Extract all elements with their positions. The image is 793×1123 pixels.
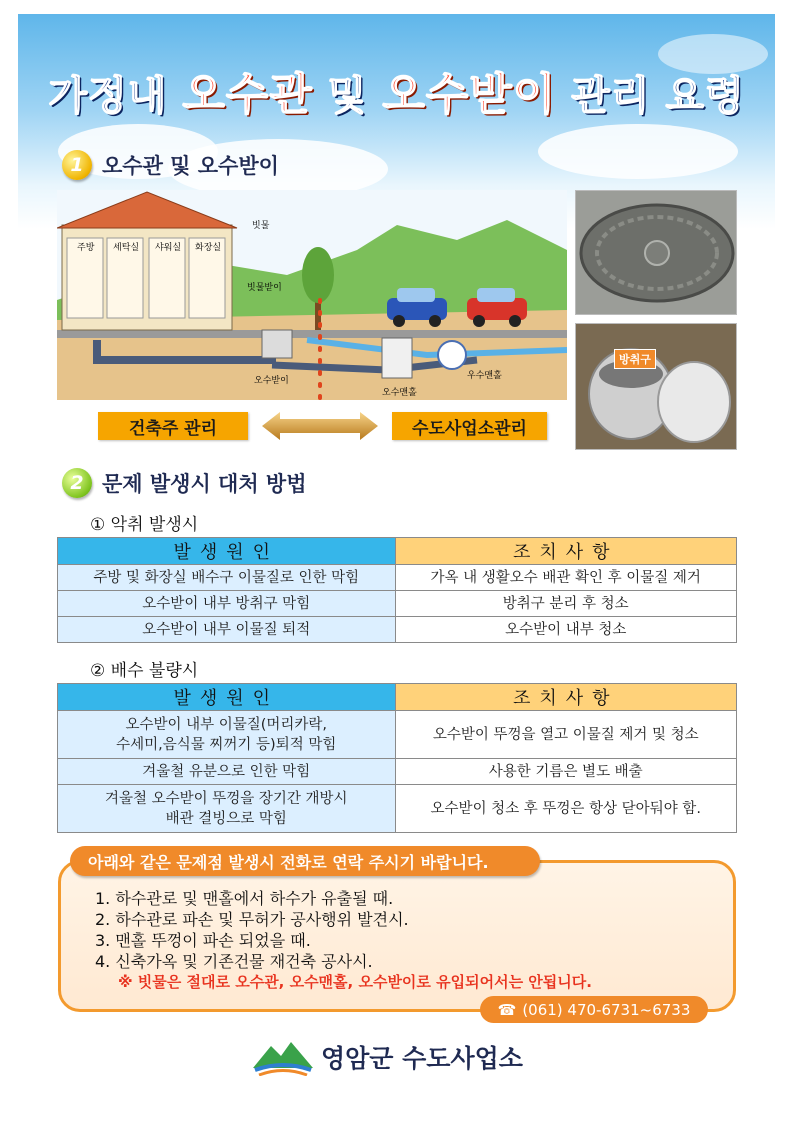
page-title — [0, 58, 793, 122]
action-cell: 방취구 분리 후 청소 — [395, 591, 737, 617]
title-highlight: 오수받이 — [382, 69, 557, 120]
drainage-table — [57, 683, 737, 833]
notice-list — [95, 888, 409, 972]
utility-management-label: 수도사업소관리 — [392, 412, 547, 440]
action-cell: 오수받이 청소 후 뚜껑은 항상 닫아둬야 함. — [395, 785, 737, 833]
action-cell: 오수받이 뚜껑을 열고 이물질 제거 및 청소 — [395, 711, 737, 759]
section-1-header — [62, 150, 279, 180]
cause-cell: 겨울철 유분으로 인한 막힘 — [58, 759, 396, 785]
table-row — [58, 759, 737, 785]
action-cell: 사용한 기름은 별도 배출 — [395, 759, 737, 785]
table-row — [58, 565, 737, 591]
owner-management-label: 건축주 관리 — [98, 412, 248, 440]
odor-trap-photo — [575, 323, 737, 450]
organization-name: 영암군 수도사업소 — [321, 1044, 523, 1073]
manhole-cover-photo — [575, 190, 737, 315]
action-cell: 가옥 내 생활오수 배관 확인 후 이물질 제거 — [395, 565, 737, 591]
cause-cell: 오수받이 내부 방취구 막힘 — [58, 591, 396, 617]
rainwater-warning: ※ 빗물은 절대로 오수관, 오수맨홀, 오수받이로 유입되어서는 안됩니다. — [118, 973, 592, 991]
list-item: 3. 맨홀 뚜껑이 파손 되었을 때. — [95, 931, 311, 950]
cause-line: 겨울철 오수받이 뚜껑을 장기간 개방시 — [104, 790, 348, 807]
list-item: 4. 신축가옥 및 기존건물 재건축 공사시. — [95, 952, 373, 971]
table-row — [58, 617, 737, 643]
table2-heading: ② 배수 불량시 — [90, 661, 199, 681]
rain-label: 빗물 — [252, 221, 270, 231]
section-title: 문제 발생시 대처 방법 — [102, 472, 307, 496]
section-number-badge: 2 — [62, 468, 92, 498]
room-label: 세탁실 — [113, 243, 140, 253]
double-arrow-icon — [262, 412, 378, 440]
phone-number: (061) 470-6731~6733 — [522, 1000, 691, 1019]
cause-line: 수세미,음식물 찌꺼기 등)퇴적 막힘 — [116, 736, 337, 753]
title-part: 및 — [312, 73, 383, 119]
rain-box-label: 빗물받이 — [247, 283, 282, 293]
room-label: 주방 — [77, 243, 95, 253]
cause-header: 발생원인 — [58, 538, 396, 565]
section-number-badge: 1 — [62, 150, 92, 180]
title-part: 가정내 — [48, 73, 183, 119]
room-label: 샤워실 — [155, 243, 182, 253]
table-row — [58, 785, 737, 833]
odor-table — [57, 537, 737, 643]
odor-trap-label: 방취구 — [614, 349, 656, 369]
cause-cell — [58, 785, 396, 833]
cause-header: 발생원인 — [58, 684, 396, 711]
cloud — [538, 124, 738, 179]
cause-line: 배관 결빙으로 막힘 — [165, 810, 287, 827]
table-row — [58, 591, 737, 617]
sewage-box-label: 오수받이 — [254, 376, 289, 386]
sewage-manhole-label: 오수맨홀 — [382, 388, 417, 398]
cause-cell — [58, 711, 396, 759]
section-title: 오수관 및 오수받이 — [102, 154, 279, 178]
sewer-diagram-illustration — [57, 190, 567, 400]
cause-cell: 오수받이 내부 이물질 퇴적 — [58, 617, 396, 643]
footer-logo — [253, 1038, 523, 1076]
action-header: 조치사항 — [395, 684, 737, 711]
list-item: 2. 하수관로 파손 및 무허가 공사행위 발견시. — [95, 910, 409, 929]
section-2-header — [62, 468, 307, 498]
table-row — [58, 711, 737, 759]
action-header: 조치사항 — [395, 538, 737, 565]
title-part: 관리 요령 — [556, 73, 745, 119]
table1-heading: ① 악취 발생시 — [90, 515, 199, 535]
list-item: 1. 하수관로 및 맨홀에서 하수가 유출될 때. — [95, 889, 394, 908]
phone-badge[interactable] — [480, 996, 708, 1023]
title-highlight: 오수관 — [182, 69, 313, 120]
room-label: 화장실 — [195, 243, 222, 253]
phone-icon: ☎ — [497, 1000, 517, 1019]
storm-manhole-label: 우수맨홀 — [467, 371, 502, 381]
action-cell: 오수받이 내부 청소 — [395, 617, 737, 643]
logo-mountain-icon — [253, 1038, 313, 1076]
cause-line: 오수받이 내부 이물질(머리카락, — [125, 716, 328, 733]
notice-heading: 아래와 같은 문제점 발생시 전화로 연락 주시기 바랍니다. — [70, 846, 540, 876]
cause-cell: 주방 및 화장실 배수구 이물질로 인한 막힘 — [58, 565, 396, 591]
